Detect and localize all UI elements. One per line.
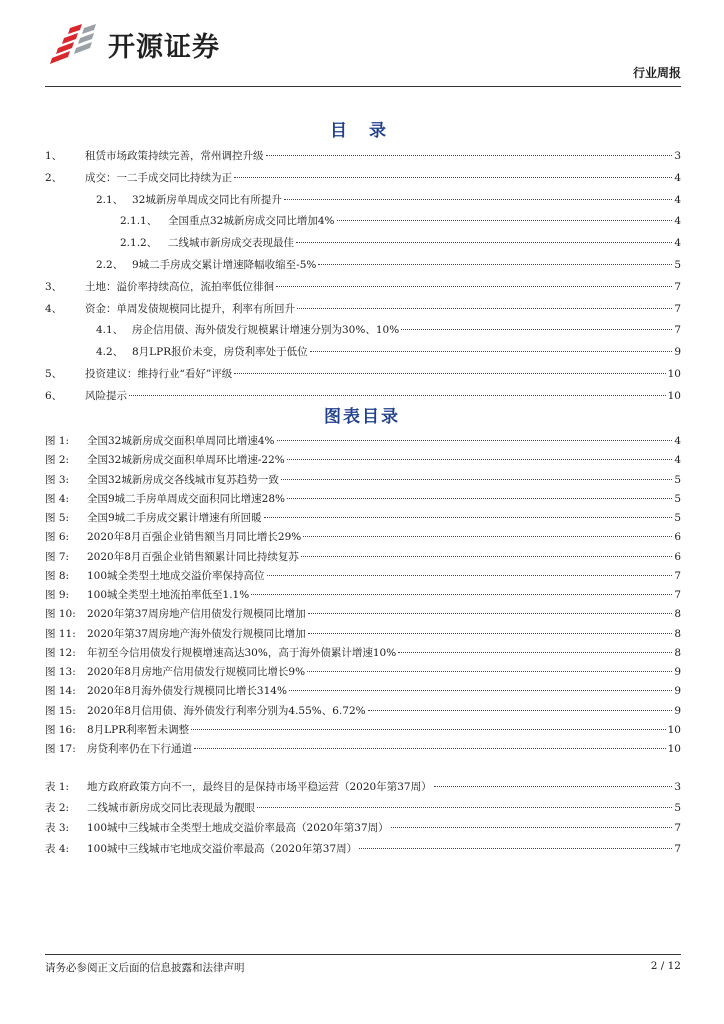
entry-page-number: 10: [667, 743, 681, 755]
entry-title: 全国9城二手房成交累计增速有所回暖: [87, 512, 262, 524]
dot-leader: [359, 848, 672, 849]
toc-entry[interactable]: [45, 684, 681, 698]
entry-number: 图 6:: [45, 531, 70, 544]
dot-leader: [289, 690, 672, 691]
entry-number: 图 7:: [45, 550, 70, 563]
dot-leader: [264, 517, 673, 518]
dot-leader: [276, 286, 672, 287]
entry-number: 表 1:: [45, 781, 70, 793]
dot-leader: [234, 177, 672, 178]
entry-number: 3、: [45, 280, 63, 293]
entry-title: 投资建议：维持行业“看好”评级: [85, 368, 233, 380]
toc-entry[interactable]: [45, 646, 681, 660]
entry-page-number: 7: [674, 302, 681, 315]
toc-entry[interactable]: [45, 434, 681, 448]
entry-page-number: 6: [674, 550, 681, 563]
entry-page-number: 7: [674, 280, 681, 293]
toc-entry[interactable]: [45, 801, 681, 815]
entry-page-number: 7: [674, 589, 681, 601]
entry-number: 4、: [45, 302, 63, 315]
entry-page-number: 9: [674, 685, 681, 698]
dot-leader: [191, 729, 666, 730]
entry-number: 图 2:: [45, 454, 70, 467]
dot-leader: [301, 556, 672, 557]
dot-leader: [296, 242, 672, 243]
entry-title: 风险提示: [85, 389, 127, 402]
entry-title: 2020年8月百强企业销售额当月同比增长29%: [87, 531, 302, 544]
entry-number: 2.2、: [96, 259, 124, 271]
entry-page-number: 4: [674, 193, 681, 206]
entry-title: 年初至今信用债发行规模增速高达30%，高于海外债累计增速10%: [87, 646, 397, 659]
company-name: 开源证券: [108, 31, 220, 63]
entry-number: 1、: [45, 150, 63, 162]
entry-number: 图 5:: [45, 512, 70, 524]
dot-leader: [284, 199, 672, 200]
dot-leader: [391, 827, 673, 828]
dot-leader: [308, 613, 673, 614]
entry-page-number: 3: [674, 781, 681, 793]
figures-title: 图表目录: [324, 407, 400, 427]
entry-page-number: 7: [674, 822, 681, 834]
toc-entry[interactable]: [45, 171, 681, 185]
toc-title: 目 录: [330, 121, 394, 141]
entry-page-number: 5: [674, 801, 681, 814]
entry-title: 租赁市场政策持续完善，常州调控升级: [85, 150, 264, 162]
toc-entry[interactable]: [45, 550, 681, 564]
dot-leader: [277, 440, 673, 441]
dot-leader: [267, 575, 673, 576]
page-header: [45, 18, 681, 80]
dot-leader: [398, 652, 672, 653]
entry-page-number: 7: [674, 569, 681, 582]
entry-number: 图 10:: [45, 608, 76, 621]
toc-entry[interactable]: [45, 780, 681, 794]
entry-page-number: 8: [674, 627, 681, 640]
footer-disclaimer: 请务必参阅正文后面的信息披露和法律声明: [45, 962, 245, 974]
entry-number: 2.1.1、: [120, 215, 158, 228]
toc-entry[interactable]: [45, 569, 681, 583]
entry-number: 6、: [45, 389, 63, 402]
entry-page-number: 8: [674, 646, 681, 659]
dot-leader: [234, 373, 665, 374]
logo-mark-icon: [50, 22, 104, 66]
toc-entry[interactable]: [45, 704, 681, 718]
entry-page-number: 4: [674, 215, 681, 228]
dot-leader: [401, 329, 672, 330]
entry-title: 土地：溢价率持续高位，流拍率低位徘徊: [85, 280, 274, 293]
entry-title: 2020年8月房地产信用债发行规模同比增长9%: [87, 666, 306, 678]
entry-title: 2020年8月百强企业销售额累计同比持续复苏: [87, 550, 299, 563]
entry-number: 图 8:: [45, 569, 70, 582]
company-logo: [50, 22, 220, 66]
entry-number: 图 4:: [45, 492, 70, 505]
entry-page-number: 7: [674, 842, 681, 855]
entry-title: 32城新房单周成交同比有所提升: [132, 193, 282, 206]
entry-page-number: 5: [674, 492, 681, 505]
entry-title: 房企信用债、海外债发行规模累计增速分别为30%、10%: [132, 324, 400, 337]
toc-entry[interactable]: [45, 302, 681, 316]
toc-entry[interactable]: [45, 149, 681, 163]
dot-leader: [318, 264, 672, 265]
dot-leader: [434, 786, 673, 787]
toc-entry[interactable]: [45, 530, 681, 544]
entry-number: 图 9:: [45, 589, 70, 601]
entry-page-number: 9: [674, 346, 681, 359]
entry-title: 2020年第37周房地产信用债发行规模同比增加: [87, 608, 306, 621]
entry-page-number: 7: [674, 324, 681, 337]
entry-number: 表 2:: [45, 801, 70, 814]
entry-title: 全国32城新房成交面积单周同比增速4%: [87, 435, 275, 447]
entry-number: 2、: [45, 171, 63, 184]
entry-number: 图 17:: [45, 743, 76, 755]
dot-leader: [310, 351, 673, 352]
entry-title: 2020年第37周房地产海外债发行规模同比增加: [87, 627, 306, 640]
toc-entry[interactable]: [96, 258, 681, 272]
toc-entry[interactable]: [45, 607, 681, 621]
entry-page-number: 10: [667, 368, 681, 380]
entry-title: 资金：单周发债规模同比提升，利率有所回升: [85, 302, 295, 315]
entry-page-number: 4: [674, 237, 681, 250]
entry-number: 图 3:: [45, 473, 70, 486]
entry-title: 2020年8月信用债、海外债发行利率分别为4.55%、6.72%: [87, 704, 366, 717]
toc-entry[interactable]: [45, 280, 681, 294]
entry-page-number: 10: [667, 389, 681, 402]
entry-title: 地方政府政策方向不一，最终目的是保持市场平稳运营（2020年第37周）: [87, 781, 432, 793]
toc-entry[interactable]: [45, 665, 681, 679]
entry-title: 100城中三线城市宅地成交溢价率最高（2020年第37周）: [87, 842, 358, 855]
entry-title: 100城全类型土地成交溢价率保持高位: [87, 569, 265, 582]
toc-entry[interactable]: [96, 323, 681, 337]
dot-leader: [368, 710, 673, 711]
entry-page-number: 4: [674, 171, 681, 184]
toc-entry[interactable]: [120, 236, 681, 250]
entry-number: 图 16:: [45, 723, 76, 736]
toc-entry[interactable]: [45, 742, 681, 756]
entry-number: 表 4:: [45, 842, 70, 855]
toc-entry[interactable]: [45, 492, 681, 506]
entry-page-number: 4: [674, 435, 681, 447]
dot-leader: [337, 220, 673, 221]
entry-page-number: 9: [674, 666, 681, 678]
entry-title: 全国9城二手房单周成交面积同比增速28%: [87, 492, 286, 505]
entry-number: 图 15:: [45, 704, 76, 717]
entry-page-number: 9: [674, 704, 681, 717]
entry-number: 图 11:: [45, 627, 76, 640]
entry-page-number: 3: [674, 150, 681, 162]
entry-page-number: 8: [674, 608, 681, 621]
toc-entry[interactable]: [45, 627, 681, 641]
dot-leader: [303, 536, 672, 537]
toc-entry[interactable]: [45, 453, 681, 467]
toc-entry[interactable]: [96, 345, 681, 359]
entry-title: 房贷利率仍在下行通道: [87, 743, 192, 755]
toc-entry[interactable]: [45, 511, 681, 525]
entry-page-number: 5: [674, 259, 681, 271]
toc-entry[interactable]: [45, 723, 681, 737]
toc-entry[interactable]: [120, 214, 681, 228]
header-divider: [45, 86, 681, 87]
dot-leader: [307, 671, 672, 672]
entry-title: 100城全类型土地流拍率低至1.1%: [87, 589, 250, 601]
entry-title: 全国重点32城新房成交同比增加4%: [168, 215, 335, 228]
dot-leader: [266, 155, 673, 156]
entry-page-number: 5: [674, 512, 681, 524]
entry-title: 成交：一二手成交同比持续为正: [85, 171, 232, 184]
dot-leader: [194, 748, 666, 749]
dot-leader: [251, 594, 672, 595]
entry-number: 图 12:: [45, 646, 76, 659]
entry-number: 图 13:: [45, 666, 76, 678]
dot-leader: [287, 498, 672, 499]
dot-leader: [308, 633, 673, 634]
dot-leader: [129, 395, 666, 396]
toc-entry[interactable]: [45, 389, 681, 403]
entry-number: 图 1:: [45, 435, 70, 447]
entry-number: 2.1.2、: [120, 237, 158, 250]
entry-title: 8月LPR利率暂未调整: [87, 723, 190, 736]
entry-page-number: 5: [674, 473, 681, 486]
entry-title: 100城中三线城市全类型土地成交溢价率最高（2020年第37周）: [87, 822, 389, 834]
entry-page-number: 6: [674, 531, 681, 544]
entry-number: 图 14:: [45, 685, 76, 698]
entry-title: 8月LPR报价未变，房贷利率处于低位: [132, 346, 308, 359]
dot-leader: [257, 807, 672, 808]
entry-page-number: 4: [674, 454, 681, 467]
entry-title: 二线城市新房成交同比表现最为靓眼: [87, 801, 255, 814]
toc-entry[interactable]: [45, 821, 681, 835]
entry-title: 9城二手房成交累计增速降幅收缩至-5%: [132, 259, 317, 271]
entry-number: 4.1、: [96, 324, 124, 337]
toc-entry[interactable]: [45, 367, 681, 381]
entry-page-number: 10: [667, 723, 681, 736]
report-type-label: 行业周报: [632, 66, 681, 80]
entry-number: 5、: [45, 368, 63, 380]
entry-title: 全国32城新房成交面积单周环比增速-22%: [87, 454, 285, 467]
toc-entry[interactable]: [45, 588, 681, 602]
entry-number: 2.1、: [96, 193, 124, 206]
toc-entry[interactable]: [45, 842, 681, 856]
toc-entry[interactable]: [96, 193, 681, 207]
entry-number: 表 3:: [45, 822, 70, 834]
footer-divider: [45, 954, 681, 955]
toc-entry[interactable]: [45, 473, 681, 487]
dot-leader: [281, 479, 672, 480]
page-number: 2 / 12: [650, 960, 681, 972]
dot-leader: [297, 308, 672, 309]
entry-title: 全国32城新房成交各线城市复苏趋势一致: [87, 473, 279, 486]
entry-title: 二线城市新房成交表现最佳: [168, 237, 294, 250]
dot-leader: [287, 459, 673, 460]
entry-number: 4.2、: [96, 346, 124, 359]
entry-title: 2020年8月海外债发行规模同比增长314%: [87, 685, 287, 698]
